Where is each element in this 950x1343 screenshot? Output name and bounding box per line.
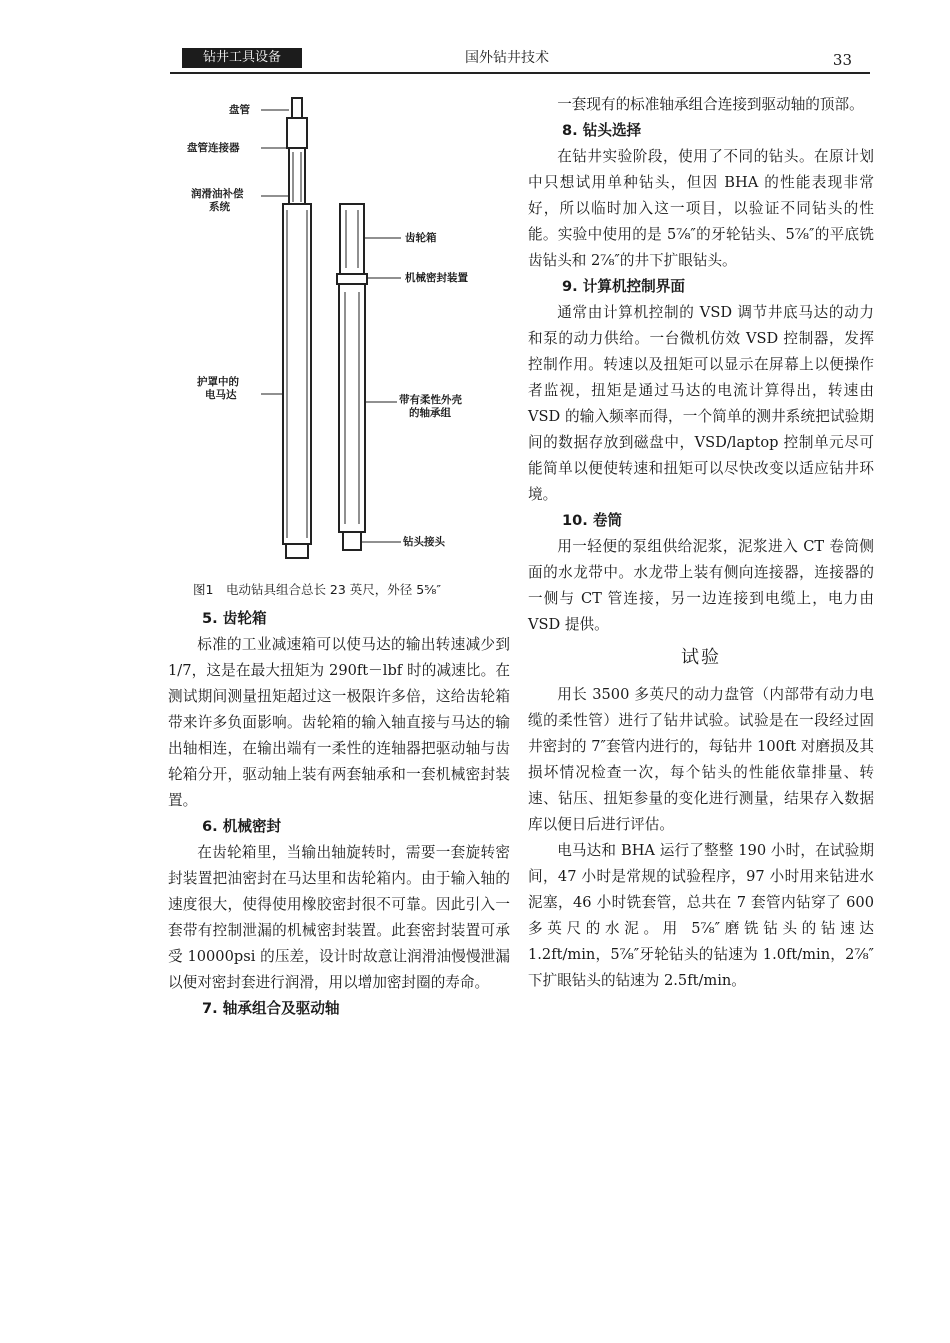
journal-title: 国外钻井技术 <box>465 50 549 66</box>
label-bearing-assembly: 带有柔性外壳 <box>399 394 462 406</box>
paragraph: 用长 3500 多英尺的动力盘管（内部带有动力电缆的柔性管）进行了钻井试验。试验是在一段经过固井密封的 7″套管内进行的，每钻井 100ft 对磨损及其损坏情况检查一次，每个钻头的性能依靠排量、转速、钻压、扭矩参量的变化进行测量，结果存入数据库以便日后进行评估。 <box>528 686 874 833</box>
label-bit-sub: 钻头接头 <box>403 536 445 548</box>
paragraph: 在钻井实验阶段，使用了不同的钻头。在原计划中只想试用单种钻头，但因 BHA 的性能表现非常好，所以临时加入这一项目，以验证不同钻头的性能。实验中使用的是 5⁷⁄₈″的牙轮钻头、5⁷⁄₈″的平底铣齿钻头和 2⁷⁄₈″的井下扩眼钻头。 <box>528 148 874 269</box>
label-lube-compensation: 润滑油补偿 <box>191 188 244 200</box>
section-heading: 10. 卷筒 <box>562 512 623 529</box>
paragraph: 用一轻便的泵组供给泥浆，泥浆进入 CT 卷筒侧面的水龙带中。水龙带上装有侧向连接器，连接器的一侧与 CT 管连接，另一边连接到电缆上，电力由 VSD 提供。 <box>528 538 874 633</box>
coiled-tubing-shape <box>292 98 302 118</box>
test-section-title: 试验 <box>681 647 721 668</box>
left-column <box>168 606 510 1022</box>
bottom-sub-shape <box>286 544 308 558</box>
paragraph: 标准的工业减速箱可以使马达的输出转速减少到 1/7，这是在最大扭矩为 290ft－lbf 时的减速比。在测试期间测量扭矩超过这一极限许多倍，这给齿轮箱带来许多负面影响。齿轮箱的输入轴直接与马达的输出轴相连，在输出端有一柔性的连轴器把驱动轴与齿轮箱分开，驱动轴上装有两套轴承和一套机械密封装置。 <box>168 636 510 809</box>
paragraph: 电马达和 BHA 运行了整整 190 小时，在试验期间，47 小时是常规的试验程序，97 小时用来钻进水泥塞，46 小时铣套管，总共在 7 套管内钻穿了 600 多英尺的水泥。用 5⁷⁄₈″磨铣钻头的钻速达 1.2ft/min，5⁷⁄₈″牙轮钻头的钻速为 1.0ft/min，2⁷⁄₈″下扩眼钻头的钻速为 2.5ft/min。 <box>528 842 874 989</box>
figure-caption: 图1 电动钻具组合总长 23 英尺，外径 5⁵⁄₈″ <box>193 582 442 597</box>
paragraph: 通常由计算机控制的 VSD 调节井底马达的动力和泵的动力供给。一台微机仿效 VSD 控制器，发挥控制作用。转速以及扭矩可以显示在屏幕上以便操作者监视，扭矩是通过马达的电流计算得出，转速由 VSD 的输入频率而得，一个简单的测井系统把试验期间的数据存放到磁盘中，VSD/laptop 控制单元尽可能简单以便使转速和扭矩可以尽快改变以适应钻井环境。 <box>528 304 874 503</box>
seal-shape <box>337 274 367 284</box>
label-bearing-assembly-2: 的轴承组 <box>409 407 451 419</box>
section-heading: 5. 齿轮箱 <box>202 610 267 627</box>
bearing-housing-shape <box>339 284 365 532</box>
label-coiled-tubing: 盘管 <box>229 104 250 116</box>
page-header <box>170 46 870 74</box>
gearbox-shape <box>340 204 364 274</box>
label-lube-compensation-2: 系统 <box>209 201 230 213</box>
label-shrouded-motor: 护罩中的 <box>197 376 239 388</box>
paragraph: 一套现有的标准轴承组合连接到驱动轴的顶部。 <box>557 96 864 113</box>
section-heading: 6. 机械密封 <box>202 818 282 835</box>
label-mechanical-seal: 机械密封装置 <box>405 272 468 284</box>
compensation-housing <box>289 148 305 204</box>
label-gearbox: 齿轮箱 <box>405 232 437 244</box>
section-tag: 钻井工具设备 <box>182 48 302 68</box>
right-column <box>528 92 874 994</box>
paragraph: 在齿轮箱里，当输出轴旋转时，需要一套旋转密封装置把油密封在马达里和齿轮箱内。由于输入轴的速度很大，使得使用橡胶密封很不可靠。因此引入一套带有控制泄漏的机械密封装置。此套密封装置可承受 10000psi 的压差，设计时故意让润滑油慢慢泄漏以便对密封套进行润滑，用以增加密封圈的寿命。 <box>168 844 510 991</box>
tool-assembly-drawing <box>165 92 530 570</box>
bit-sub-shape <box>343 532 361 550</box>
ct-connector-shape <box>287 118 307 148</box>
section-heading: 7. 轴承组合及驱动轴 <box>202 1000 340 1017</box>
tool-assembly-figure <box>165 92 530 570</box>
section-heading: 9. 计算机控制界面 <box>562 278 685 295</box>
section-heading: 8. 钻头选择 <box>562 122 642 139</box>
page-number: 33 <box>832 51 852 69</box>
label-ct-connector: 盘管连接器 <box>187 142 240 154</box>
label-shrouded-motor-2: 电马达 <box>205 389 237 401</box>
header-rule <box>170 72 870 74</box>
